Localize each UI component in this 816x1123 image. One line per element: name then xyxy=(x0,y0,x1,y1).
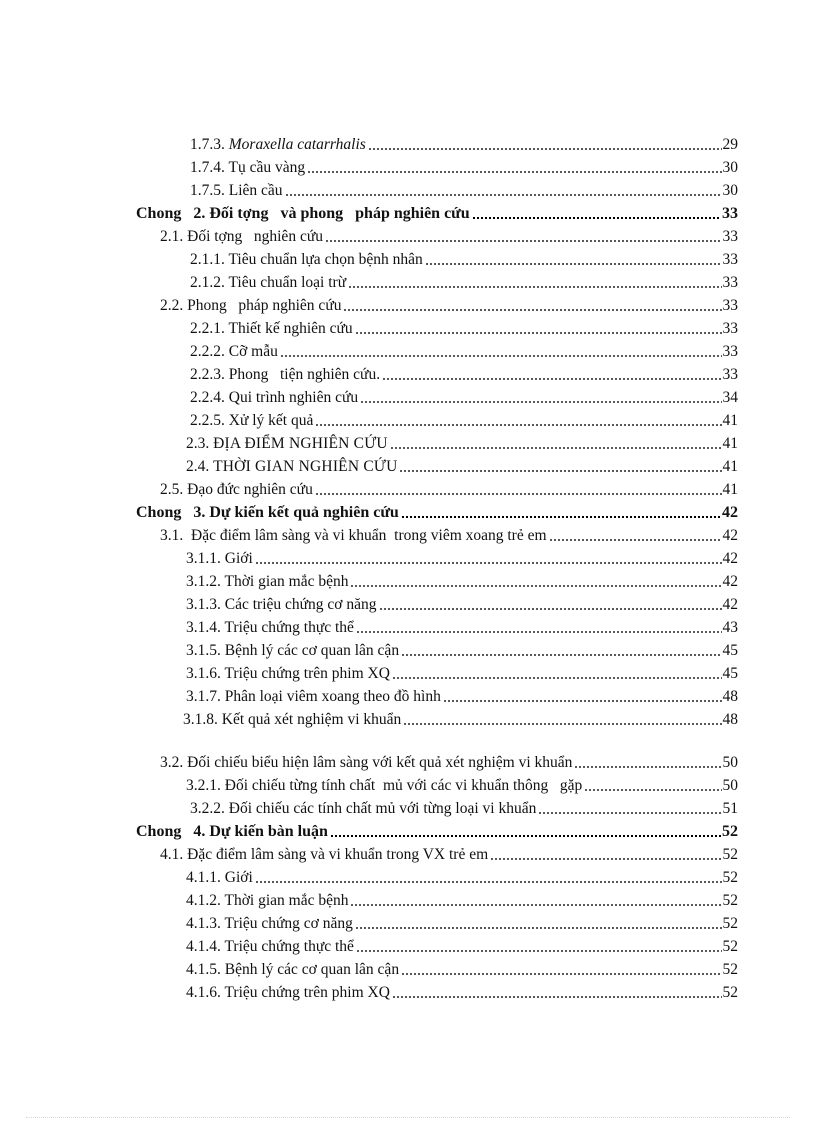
toc-page-number: 41 xyxy=(722,458,738,475)
toc-number: 2.1.1. xyxy=(190,251,225,268)
toc-page-number: 52 xyxy=(722,846,738,863)
toc-number: 3.1.6. xyxy=(186,665,221,682)
toc-number: 4.1.5. xyxy=(186,961,221,978)
dot-leader xyxy=(390,447,722,449)
toc-title: Đối chiếu biểu hiện lâm sàng với kết quả xét nghiệm vi khuẩn xyxy=(187,754,573,771)
toc-entry-4-1-2[interactable] xyxy=(186,887,738,910)
toc-number: 4.1.1. xyxy=(186,869,221,886)
dot-leader xyxy=(472,217,721,220)
toc-number: 1.7.4. xyxy=(190,159,225,176)
dot-leader xyxy=(392,677,722,679)
toc-entry-4-1-3[interactable] xyxy=(186,910,738,933)
toc-page-number: 34 xyxy=(722,389,738,406)
toc-number: 4.1.3. xyxy=(186,915,221,932)
toc-number: 2.2.4. xyxy=(190,389,225,406)
toc-page-number: 52 xyxy=(722,915,738,932)
dot-leader xyxy=(280,355,722,357)
toc-title: Các triệu chứng cơ năng xyxy=(224,596,377,613)
toc-page-number: 52 xyxy=(722,984,738,1001)
toc-title: Đặc điểm lâm sàng và vi khuẩn trong viêm xoang trẻ em xyxy=(191,527,547,544)
toc-title: THỜI GIAN NGHIÊN CỨU xyxy=(213,458,398,475)
toc-entry-2-2-4[interactable] xyxy=(190,384,738,407)
toc-number: 1.7.5. xyxy=(190,182,225,199)
toc-number: 4.1.2. xyxy=(186,892,221,909)
toc-number: Chong 3. xyxy=(136,504,206,521)
toc-title: Đối tợng nghiên cứu xyxy=(187,228,323,245)
toc-entry-3-2[interactable] xyxy=(160,749,738,772)
toc-title: Triệu chứng thực thể xyxy=(224,938,354,955)
toc-title: Triệu chứng cơ năng xyxy=(224,915,353,932)
toc-title: Qui trình nghiên cứu xyxy=(228,389,359,406)
dot-leader xyxy=(538,812,721,814)
toc-page-number: 48 xyxy=(722,711,738,728)
toc-title: Triệu chứng trên phim XQ xyxy=(224,665,390,682)
toc-title: Đạo đức nghiên cứu xyxy=(187,481,313,498)
dot-leader xyxy=(382,378,721,380)
dot-leader xyxy=(348,286,721,288)
toc-title: Giới xyxy=(224,869,253,886)
toc-title: Phân loại viêm xoang theo đồ hình xyxy=(224,688,441,705)
toc-title: Thời gian mắc bệnh xyxy=(224,573,349,590)
toc-entry-3-1-8[interactable] xyxy=(183,706,738,729)
toc-entry-1-7-3[interactable] xyxy=(190,131,738,154)
toc-entry-1-7-5[interactable] xyxy=(190,177,738,200)
toc-number: 2.2.5. xyxy=(190,412,225,429)
dot-leader xyxy=(401,973,721,975)
toc-title: Tiêu chuẩn loại trừ xyxy=(228,274,347,291)
toc-page-number: 50 xyxy=(722,754,738,771)
toc-entry-2-1-2[interactable] xyxy=(190,269,738,292)
toc-entry-2-2[interactable] xyxy=(160,292,738,315)
toc-title: Thời gian mắc bệnh xyxy=(224,892,349,909)
toc-page-number: 45 xyxy=(722,665,738,682)
toc-entry-3-1-6[interactable] xyxy=(186,660,738,683)
dot-leader xyxy=(315,424,721,426)
toc-entry-2-5[interactable] xyxy=(160,476,738,499)
toc-title: Phong pháp nghiên cứu xyxy=(187,297,342,314)
toc-title: Tiêu chuẩn lựa chọn bệnh nhân xyxy=(228,251,423,268)
dot-leader xyxy=(255,562,722,564)
toc-entry-2-2-1[interactable] xyxy=(190,315,738,338)
toc-title: Cỡ mẫu xyxy=(228,343,278,360)
toc-entry-4-1-1[interactable] xyxy=(186,864,738,887)
dot-leader xyxy=(443,700,722,702)
toc-page-number: 52 xyxy=(722,938,738,955)
toc-number: 3.2. xyxy=(160,754,184,771)
toc-entry-3-2-2[interactable] xyxy=(190,795,738,818)
toc-entry-3-1-7[interactable] xyxy=(186,683,738,706)
dot-leader xyxy=(307,171,721,173)
toc-number: 3.1.5. xyxy=(186,642,221,659)
toc-number: 2.2.3. xyxy=(190,366,225,383)
toc-page-number: 42 xyxy=(722,504,738,521)
toc-number: 3.1.2. xyxy=(186,573,221,590)
dot-leader xyxy=(350,585,721,587)
toc-title: Đối chiếu từng tính chất mủ với các vi khuẩn thông gặp xyxy=(224,777,583,794)
toc-number: 3.1. xyxy=(160,527,184,544)
toc-number: 2.3. xyxy=(186,435,210,452)
dot-leader xyxy=(355,927,722,929)
toc-page-number: 48 xyxy=(722,688,738,705)
toc-page-number: 33 xyxy=(722,251,738,268)
toc-number: 3.2.2. xyxy=(190,800,225,817)
toc-number: 2.1.2. xyxy=(190,274,225,291)
toc-number: 3.1.8. xyxy=(183,711,218,728)
toc-page-number: 41 xyxy=(722,412,738,429)
toc-page-number: 42 xyxy=(722,550,738,567)
dot-leader xyxy=(285,194,722,196)
toc-title: Đối chiếu các tính chất mủ với từng loại vi khuẩn xyxy=(228,800,537,817)
toc-page-number: 52 xyxy=(722,823,738,840)
dot-leader xyxy=(355,332,722,334)
toc-title: Bệnh lý các cơ quan lân cận xyxy=(224,961,400,978)
toc-page-number: 43 xyxy=(722,619,738,636)
toc-number: 4.1.6. xyxy=(186,984,221,1001)
toc-number: 3.1.4. xyxy=(186,619,221,636)
toc-page-number: 41 xyxy=(722,481,738,498)
toc-number: 1.7.3. xyxy=(190,136,225,153)
toc-page-number: 33 xyxy=(722,228,738,245)
toc-entry-2-3[interactable] xyxy=(186,430,738,453)
toc-title: Moraxella catarrhalis xyxy=(228,136,366,153)
toc-entry-2-4[interactable] xyxy=(186,453,738,476)
toc-page-number: 45 xyxy=(722,642,738,659)
toc-title: Bệnh lý các cơ quan lân cận xyxy=(224,642,400,659)
toc-title: Kết quả xét nghiệm vi khuẩn xyxy=(221,711,402,728)
toc-page-number: 52 xyxy=(722,892,738,909)
dot-leader xyxy=(356,631,722,633)
dot-leader xyxy=(343,309,721,311)
toc-page-number: 29 xyxy=(722,136,738,153)
toc-entry-3-2-1[interactable] xyxy=(186,772,738,795)
toc-entry-4-1-6[interactable] xyxy=(186,979,738,1002)
toc-entry-2-1-1[interactable] xyxy=(190,246,738,269)
toc-chapter-2[interactable] xyxy=(136,200,738,223)
toc-number: 2.2. xyxy=(160,297,184,314)
toc-page-number: 33 xyxy=(722,366,738,383)
dot-leader xyxy=(255,881,722,883)
toc-title: Liên cầu xyxy=(228,182,283,199)
toc-page-number: 42 xyxy=(722,573,738,590)
toc-entry-3-1-5[interactable] xyxy=(186,637,738,660)
toc-entry-2-2-5[interactable] xyxy=(190,407,738,430)
toc-page-number: 41 xyxy=(722,435,738,452)
toc-title: Đối tợng và phong pháp nghiên cứu xyxy=(209,205,470,222)
dot-leader xyxy=(403,723,721,725)
toc-title: Thiết kế nghiên cứu xyxy=(228,320,353,337)
toc-number: 3.1.3. xyxy=(186,596,221,613)
toc-page-number: 33 xyxy=(722,205,738,222)
toc-entry-4-1-5[interactable] xyxy=(186,956,738,979)
toc-chapter-3[interactable] xyxy=(136,499,738,522)
dot-leader xyxy=(379,608,722,610)
toc-entry-2-1[interactable] xyxy=(160,223,738,246)
toc-page-number: 33 xyxy=(722,343,738,360)
toc-entry-4-1-4[interactable] xyxy=(186,933,738,956)
dot-leader xyxy=(315,493,722,495)
dot-leader xyxy=(368,148,722,150)
toc-entry-3-1-1[interactable] xyxy=(186,545,738,568)
toc-page-number: 50 xyxy=(722,777,738,794)
toc-number: 2.1. xyxy=(160,228,184,245)
dot-leader xyxy=(350,904,721,906)
toc-title: Đặc điểm lâm sàng và vi khuẩn trong VX trẻ em xyxy=(187,846,489,863)
toc-entry-3-1[interactable] xyxy=(160,522,738,545)
dot-leader xyxy=(425,263,722,265)
toc-page-number: 33 xyxy=(722,320,738,337)
toc-entry-2-2-2[interactable] xyxy=(190,338,738,361)
toc-number: Chong 4. xyxy=(136,823,206,840)
toc-title: Triệu chứng trên phim XQ xyxy=(224,984,390,1001)
dot-leader xyxy=(360,401,721,403)
toc-page-number: 52 xyxy=(722,961,738,978)
toc-page-number: 42 xyxy=(722,596,738,613)
dot-leader xyxy=(401,516,721,519)
page-bottom-rule xyxy=(26,1117,790,1118)
toc-page-number: 52 xyxy=(722,869,738,886)
toc-chapter-4[interactable] xyxy=(136,818,738,841)
dot-leader xyxy=(392,996,722,998)
dot-leader xyxy=(549,539,722,541)
toc-title: Triệu chứng thực thể xyxy=(224,619,354,636)
toc-entry-3-1-2[interactable] xyxy=(186,568,738,591)
toc-number: 4.1. xyxy=(160,846,184,863)
toc-number: 2.2.2. xyxy=(190,343,225,360)
toc-title: Dự kiến bàn luận xyxy=(209,823,328,840)
dot-leader xyxy=(325,240,722,242)
dot-leader xyxy=(490,858,721,860)
dot-leader xyxy=(330,835,721,838)
toc-number: 3.1.7. xyxy=(186,688,221,705)
toc-title: Tụ cầu vàng xyxy=(228,159,306,176)
toc-title: ĐỊA ĐIỂM NGHIÊN CỨU xyxy=(213,435,388,452)
dot-leader xyxy=(399,470,721,472)
toc-page-number: 33 xyxy=(722,297,738,314)
toc-title: Xử lý kết quả xyxy=(228,412,314,429)
dot-leader xyxy=(574,766,721,768)
toc-entry-3-1-3[interactable] xyxy=(186,591,738,614)
toc-number: 4.1.4. xyxy=(186,938,221,955)
toc-number: Chong 2. xyxy=(136,205,206,222)
toc-entry-2-2-3[interactable] xyxy=(190,361,738,384)
dot-leader xyxy=(401,654,721,656)
toc-title: Giới xyxy=(224,550,253,567)
toc-page-number: 30 xyxy=(722,182,738,199)
toc-page-number: 42 xyxy=(722,527,738,544)
toc-page-number: 30 xyxy=(722,159,738,176)
toc-page-number: 51 xyxy=(722,800,738,817)
toc-title: Dự kiến kết quả nghiên cứu xyxy=(209,504,399,521)
toc-number: 3.2.1. xyxy=(186,777,221,794)
dot-leader xyxy=(356,950,722,952)
toc-number: 2.4. xyxy=(186,458,210,475)
toc-title: Phong tiện nghiên cứu. xyxy=(228,366,381,383)
toc-number: 3.1.1. xyxy=(186,550,221,567)
toc-entry-4-1[interactable] xyxy=(160,841,738,864)
toc-page-number: 33 xyxy=(722,274,738,291)
toc-number: 2.5. xyxy=(160,481,184,498)
dot-leader xyxy=(584,789,721,791)
toc-entry-3-1-4[interactable] xyxy=(186,614,738,637)
toc-entry-1-7-4[interactable] xyxy=(190,154,738,177)
toc-number: 2.2.1. xyxy=(190,320,225,337)
